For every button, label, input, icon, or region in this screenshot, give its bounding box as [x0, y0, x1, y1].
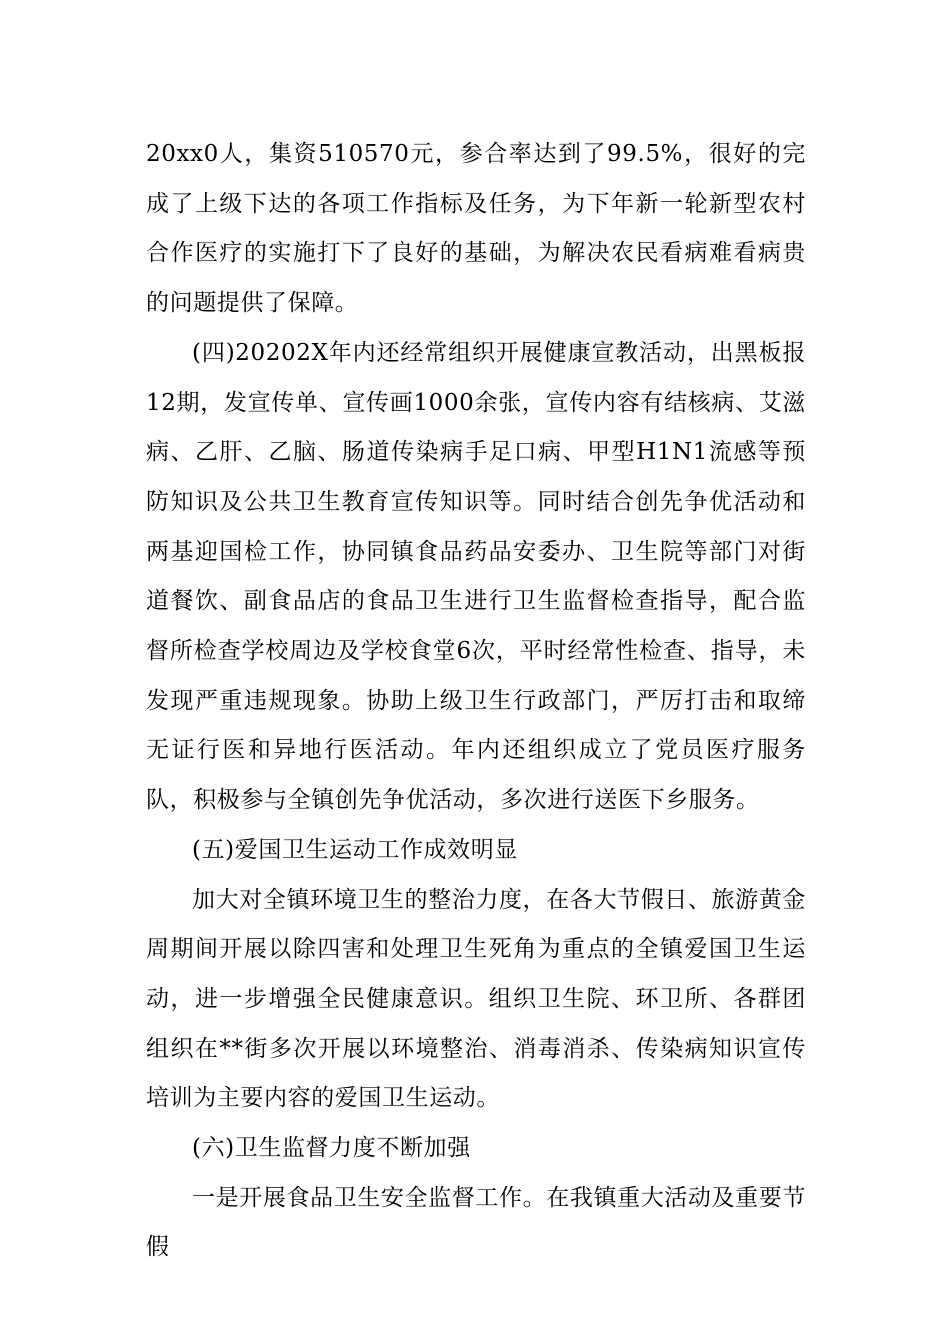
paragraph-4: 加大对全镇环境卫生的整治力度，在各大节假日、旅游黄金周期间开展以除四害和处理卫生死角为重点的全镇爱国卫生运动，进一步增强全民健康意识。组织卫生院、环卫所、各群团组织在**街多次开展以环境整治、消毒消杀、传染病知识宣传培训为主要内容的爱国卫生运动。 [146, 886, 806, 1112]
paragraph-6: 一是开展食品卫生安全监督工作。在我镇重大活动及重要节假 [146, 1184, 806, 1261]
paragraph-5-heading: (六)卫生监督力度不断加强 [192, 1135, 471, 1162]
paragraph-3-heading: (五)爱国卫生运动工作成效明显 [192, 836, 518, 863]
paragraph-2: (四)20202X年内还经常组织开展健康宣教活动，出黑板报12期，发宣传单、宣传画1000余张，宣传内容有结核病、艾滋病、乙肝、乙脑、肠道传染病手足口病、甲型H1N1流感等预防知识及公共卫生教育宣传知识等。同时结合创先争优活动和两基迎国检工作，协同镇食品药品安委办、卫生院等部门对街道餐饮、副食品店的食品卫生进行卫生监督检查指导，配合监督所检查学校周边及学校食堂6次，平时经常性检查、指导，未发现严重违规现象。协助上级卫生行政部门，严厉打击和取缔无证行医和异地行医活动。年内还组织成立了党员医疗服务队，积极参与全镇创先争优活动，多次进行送医下乡服务。 [146, 339, 806, 814]
document-page [146, 130, 806, 1273]
paragraph-1: 20xx0人，集资510570元，参合率达到了99.5%，很好的完成了上级下达的各项工作指标及任务，为下年新一轮新型农村合作医疗的实施打下了良好的基础，为解决农民看病难看病贵的问题提供了保障。 [146, 141, 806, 317]
